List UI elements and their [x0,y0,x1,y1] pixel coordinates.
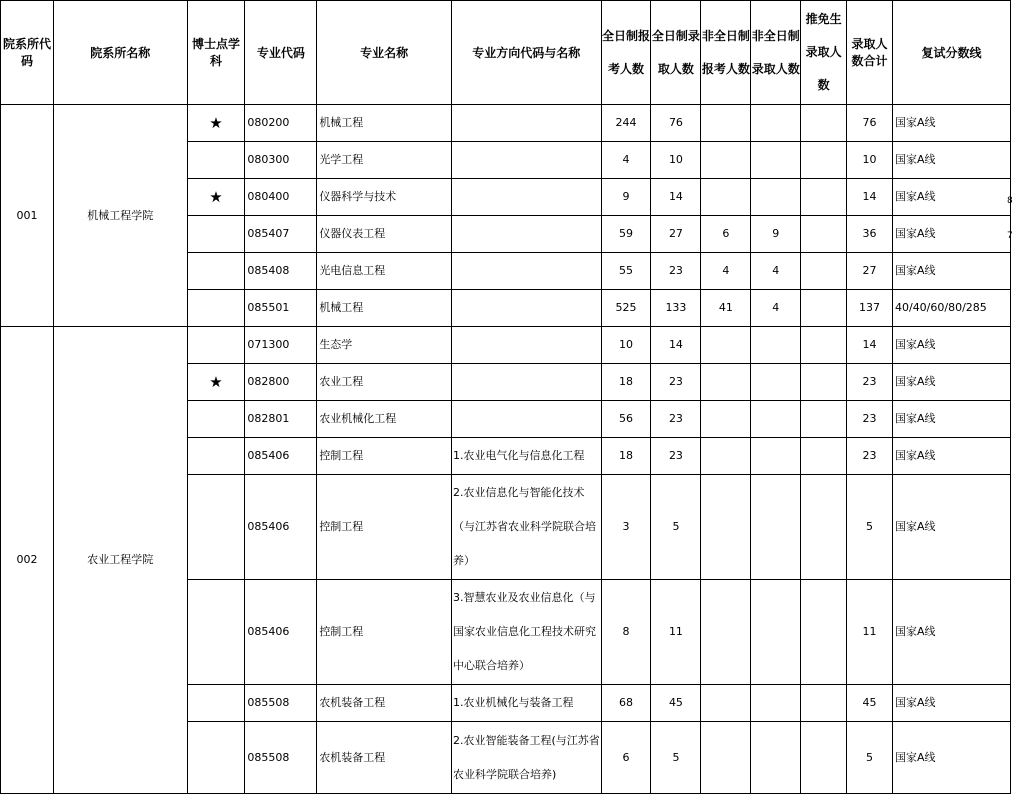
header-dept-code: 院系所代码 [1,1,54,105]
total-cell: 27 [847,253,893,290]
major-name-cell: 机械工程 [317,105,452,142]
dept-code-cell: 001 [1,105,54,327]
header-direction: 专业方向代码与名称 [451,1,601,105]
phd-cell [187,722,245,794]
header-pt-apply: 非全日制报考人数 [701,1,751,105]
total-cell: 14 [847,179,893,216]
table-body [1,105,1011,794]
ft-admit-cell: 76 [651,105,701,142]
pt-admit-cell [751,580,801,685]
exempt-cell [801,253,847,290]
major-name-cell: 光电信息工程 [317,253,452,290]
exempt-cell [801,722,847,794]
ft-apply-cell: 8 [601,580,651,685]
major-code-cell: 080200 [245,105,317,142]
pt-admit-cell [751,438,801,475]
pt-apply-cell [701,438,751,475]
major-name-cell: 控制工程 [317,438,452,475]
line-cell: 国家A线 [892,142,1010,179]
exempt-cell [801,142,847,179]
phd-cell: ★ [187,179,245,216]
pt-apply-cell [701,685,751,722]
ft-apply-cell: 18 [601,438,651,475]
pt-apply-cell [701,179,751,216]
pt-admit-cell [751,722,801,794]
pt-admit-cell: 4 [751,253,801,290]
ft-apply-cell: 18 [601,364,651,401]
line-cell: 40/40/60/80/285 [892,290,1010,327]
line-cell: 国家A线 [892,179,1010,216]
phd-cell [187,580,245,685]
ft-apply-cell: 525 [601,290,651,327]
pt-admit-cell: 9 [751,216,801,253]
line-cell: 国家A线 [892,327,1010,364]
total-cell: 76 [847,105,893,142]
exempt-cell [801,401,847,438]
total-cell: 5 [847,475,893,580]
pt-apply-cell [701,364,751,401]
header-exempt: 推免生录取人数 [801,1,847,105]
header-major-name: 专业名称 [317,1,452,105]
direction-cell: 1.农业机械化与装备工程 [451,685,601,722]
line-cell: 国家A线 [892,216,1010,253]
dept-code-cell: 002 [1,327,54,794]
major-name-cell: 农机装备工程 [317,722,452,794]
major-code-cell: 082801 [245,401,317,438]
phd-cell [187,685,245,722]
total-cell: 14 [847,327,893,364]
phd-cell: ★ [187,364,245,401]
major-code-cell: 085408 [245,253,317,290]
pt-apply-cell: 41 [701,290,751,327]
direction-cell [451,253,601,290]
table-row [1,105,1011,142]
ft-admit-cell: 133 [651,290,701,327]
pt-apply-cell [701,401,751,438]
exempt-cell [801,685,847,722]
pt-admit-cell [751,475,801,580]
header-line: 复试分数线 [892,1,1010,105]
major-code-cell: 080400 [245,179,317,216]
major-code-cell: 085406 [245,580,317,685]
direction-cell [451,364,601,401]
ft-apply-cell: 59 [601,216,651,253]
pt-apply-cell: 4 [701,253,751,290]
major-code-cell: 085407 [245,216,317,253]
ft-admit-cell: 45 [651,685,701,722]
major-name-cell: 农业工程 [317,364,452,401]
ft-apply-cell: 9 [601,179,651,216]
dept-name-cell: 机械工程学院 [53,105,187,327]
pt-admit-cell [751,142,801,179]
exempt-cell [801,438,847,475]
major-name-cell: 生态学 [317,327,452,364]
major-name-cell: 农业机械化工程 [317,401,452,438]
pt-admit-cell [751,179,801,216]
total-cell: 45 [847,685,893,722]
line-cell: 国家A线 [892,475,1010,580]
phd-cell: ★ [187,105,245,142]
phd-cell [187,327,245,364]
major-code-cell: 080300 [245,142,317,179]
major-name-cell: 控制工程 [317,475,452,580]
major-code-cell: 071300 [245,327,317,364]
major-name-cell: 光学工程 [317,142,452,179]
pt-admit-cell [751,364,801,401]
ft-admit-cell: 10 [651,142,701,179]
phd-cell [187,401,245,438]
exempt-cell [801,327,847,364]
line-cell: 国家A线 [892,105,1010,142]
major-code-cell: 085501 [245,290,317,327]
direction-cell [451,401,601,438]
major-name-cell: 控制工程 [317,580,452,685]
edge-mark: 8 [1007,196,1013,206]
exempt-cell [801,216,847,253]
phd-cell [187,142,245,179]
major-name-cell: 仪器科学与技术 [317,179,452,216]
pt-apply-cell [701,475,751,580]
line-cell: 国家A线 [892,364,1010,401]
total-cell: 10 [847,142,893,179]
pt-apply-cell [701,580,751,685]
ft-admit-cell: 14 [651,179,701,216]
direction-cell [451,142,601,179]
phd-cell [187,216,245,253]
pt-admit-cell [751,105,801,142]
direction-cell [451,216,601,253]
total-cell: 23 [847,364,893,401]
ft-apply-cell: 244 [601,105,651,142]
ft-apply-cell: 10 [601,327,651,364]
line-cell: 国家A线 [892,401,1010,438]
pt-apply-cell [701,105,751,142]
ft-admit-cell: 5 [651,722,701,794]
direction-cell: 2.农业信息化与智能化技术（与江苏省农业科学院联合培养） [451,475,601,580]
direction-cell [451,105,601,142]
major-code-cell: 082800 [245,364,317,401]
header-major-code: 专业代码 [245,1,317,105]
header-total: 录取人数合计 [847,1,893,105]
pt-apply-cell: 6 [701,216,751,253]
pt-apply-cell [701,142,751,179]
major-code-cell: 085406 [245,438,317,475]
major-name-cell: 农机装备工程 [317,685,452,722]
total-cell: 11 [847,580,893,685]
exempt-cell [801,105,847,142]
pt-admit-cell: 4 [751,290,801,327]
major-code-cell: 085508 [245,722,317,794]
major-name-cell: 仪器仪表工程 [317,216,452,253]
table-header [1,1,1011,105]
line-cell: 国家A线 [892,438,1010,475]
header-dept-name: 院系所名称 [53,1,187,105]
ft-admit-cell: 27 [651,216,701,253]
ft-admit-cell: 23 [651,253,701,290]
table-row [1,327,1011,364]
ft-admit-cell: 23 [651,364,701,401]
ft-admit-cell: 14 [651,327,701,364]
exempt-cell [801,179,847,216]
ft-apply-cell: 3 [601,475,651,580]
ft-admit-cell: 5 [651,475,701,580]
total-cell: 23 [847,401,893,438]
line-cell: 国家A线 [892,580,1010,685]
ft-admit-cell: 23 [651,401,701,438]
total-cell: 36 [847,216,893,253]
major-code-cell: 085508 [245,685,317,722]
ft-apply-cell: 55 [601,253,651,290]
ft-apply-cell: 6 [601,722,651,794]
exempt-cell [801,290,847,327]
phd-cell [187,290,245,327]
direction-cell: 2.农业智能装备工程(与江苏省农业科学院联合培养) [451,722,601,794]
ft-apply-cell: 4 [601,142,651,179]
phd-cell [187,438,245,475]
ft-admit-cell: 23 [651,438,701,475]
ft-apply-cell: 56 [601,401,651,438]
header-ft-apply: 全日制报考人数 [601,1,651,105]
line-cell: 国家A线 [892,253,1010,290]
line-cell: 国家A线 [892,722,1010,794]
exempt-cell [801,364,847,401]
header-pt-admit: 非全日制录取人数 [751,1,801,105]
phd-cell [187,475,245,580]
pt-apply-cell [701,327,751,364]
header-phd: 博士点学科 [187,1,245,105]
header-ft-admit: 全日制录取人数 [651,1,701,105]
direction-cell [451,327,601,364]
edge-mark: 7 [1007,231,1013,241]
pt-admit-cell [751,401,801,438]
direction-cell [451,179,601,216]
total-cell: 137 [847,290,893,327]
pt-admit-cell [751,685,801,722]
ft-apply-cell: 68 [601,685,651,722]
phd-cell [187,253,245,290]
exempt-cell [801,475,847,580]
direction-cell: 3.智慧农业及农业信息化（与国家农业信息化工程技术研究中心联合培养） [451,580,601,685]
major-code-cell: 085406 [245,475,317,580]
line-cell: 国家A线 [892,685,1010,722]
major-name-cell: 机械工程 [317,290,452,327]
ft-admit-cell: 11 [651,580,701,685]
dept-name-cell: 农业工程学院 [53,327,187,794]
total-cell: 5 [847,722,893,794]
pt-apply-cell [701,722,751,794]
direction-cell: 1.农业电气化与信息化工程 [451,438,601,475]
exempt-cell [801,580,847,685]
pt-admit-cell [751,327,801,364]
direction-cell [451,290,601,327]
total-cell: 23 [847,438,893,475]
